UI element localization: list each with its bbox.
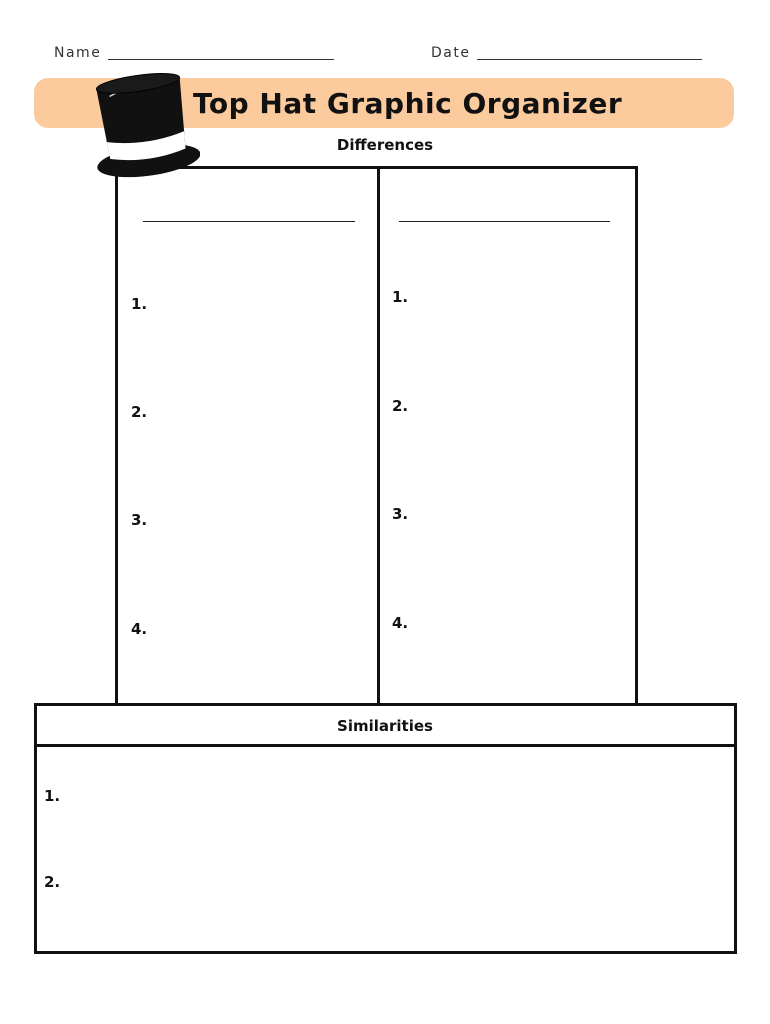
right-item-4: 4.: [392, 614, 409, 632]
similarity-item-2: 2.: [44, 873, 61, 891]
name-field[interactable]: [108, 59, 334, 60]
date-field[interactable]: [477, 59, 702, 60]
differences-title: Differences: [336, 136, 434, 154]
similarity-item-1: 1.: [44, 787, 61, 805]
right-item-1: 1.: [392, 288, 409, 306]
date-label: Date: [431, 45, 471, 61]
right-column-heading-blank[interactable]: [399, 221, 610, 222]
left-column-heading-blank[interactable]: [143, 221, 355, 222]
similarities-title: Similarities: [337, 717, 433, 735]
similarities-header-divider: [34, 744, 737, 747]
name-label: Name: [54, 45, 102, 61]
left-item-1: 1.: [131, 295, 148, 313]
differences-divider: [377, 166, 380, 706]
right-item-3: 3.: [392, 505, 409, 523]
right-item-2: 2.: [392, 397, 409, 415]
page-title: Top Hat Graphic Organizer: [193, 87, 623, 120]
similarities-box: [34, 703, 737, 954]
left-item-4: 4.: [131, 620, 148, 638]
left-item-2: 2.: [131, 403, 148, 421]
left-item-3: 3.: [131, 511, 148, 529]
